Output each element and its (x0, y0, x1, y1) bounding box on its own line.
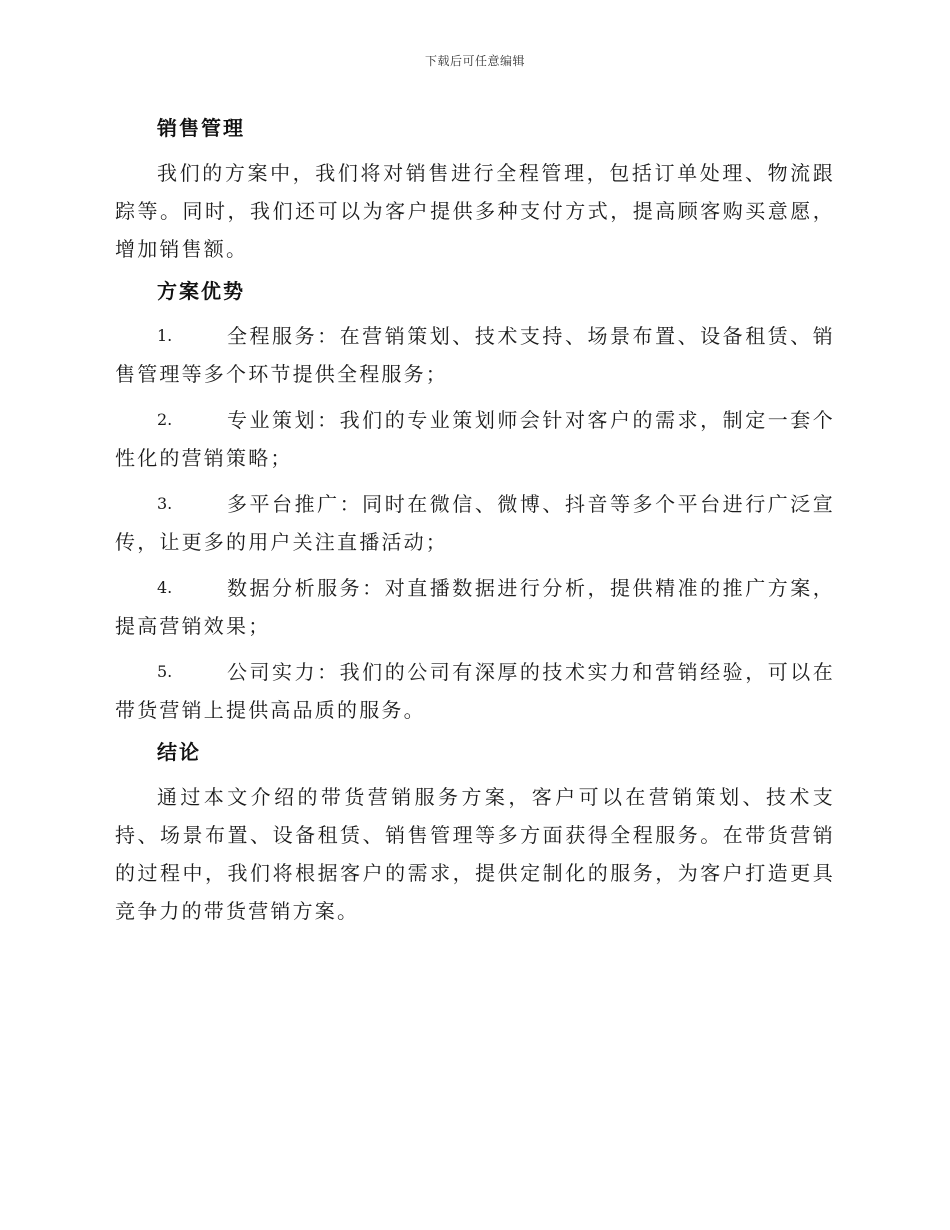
list-item-text: 全程服务：在营销策划、技术支持、场景布置、设备租赁、销售管理等多个环节提供全程服务； (115, 324, 835, 386)
list-item-number: 1. (157, 326, 173, 345)
section-heading-sales: 销售管理 (157, 116, 245, 140)
list-item-text: 专业策划：我们的专业策划师会针对客户的需求，制定一套个性化的营销策略； (115, 408, 835, 470)
list-item-number: 2. (157, 410, 173, 429)
document-body (115, 110, 835, 930)
section-paragraph-conclusion: 通过本文介绍的带货营销服务方案，客户可以在营销策划、技术支持、场景布置、设备租赁、销售管理等多方面获得全程服务。在带货营销的过程中，我们将根据客户的需求，提供定制化的服务，为客户打造更具竞争力的带货营销方案。 (115, 785, 835, 923)
section-heading-conclusion: 结论 (157, 740, 201, 764)
page-header: 下载后可任意编辑 (424, 54, 525, 68)
list-item-text: 数据分析服务：对直播数据进行分析，提供精准的推广方案，提高营销效果； (115, 576, 835, 638)
list-item-text: 公司实力：我们的公司有深厚的技术实力和营销经验，可以在带货营销上提供高品质的服务。 (115, 660, 835, 722)
section-heading-advantages: 方案优势 (157, 279, 245, 303)
list-item (115, 653, 835, 729)
list-item-number: 3. (157, 494, 173, 513)
list-item (115, 401, 835, 477)
list-item (115, 317, 835, 393)
list-item-text: 多平台推广：同时在微信、微博、抖音等多个平台进行广泛宣传，让更多的用户关注直播活动； (115, 492, 835, 554)
list-item (115, 485, 835, 561)
list-item-number: 4. (157, 578, 173, 597)
list-item (115, 569, 835, 645)
section-paragraph-sales: 我们的方案中，我们将对销售进行全程管理，包括订单处理、物流跟踪等。同时，我们还可以为客户提供多种支付方式，提高顾客购买意愿，增加销售额。 (115, 161, 835, 261)
list-item-number: 5. (157, 662, 173, 681)
